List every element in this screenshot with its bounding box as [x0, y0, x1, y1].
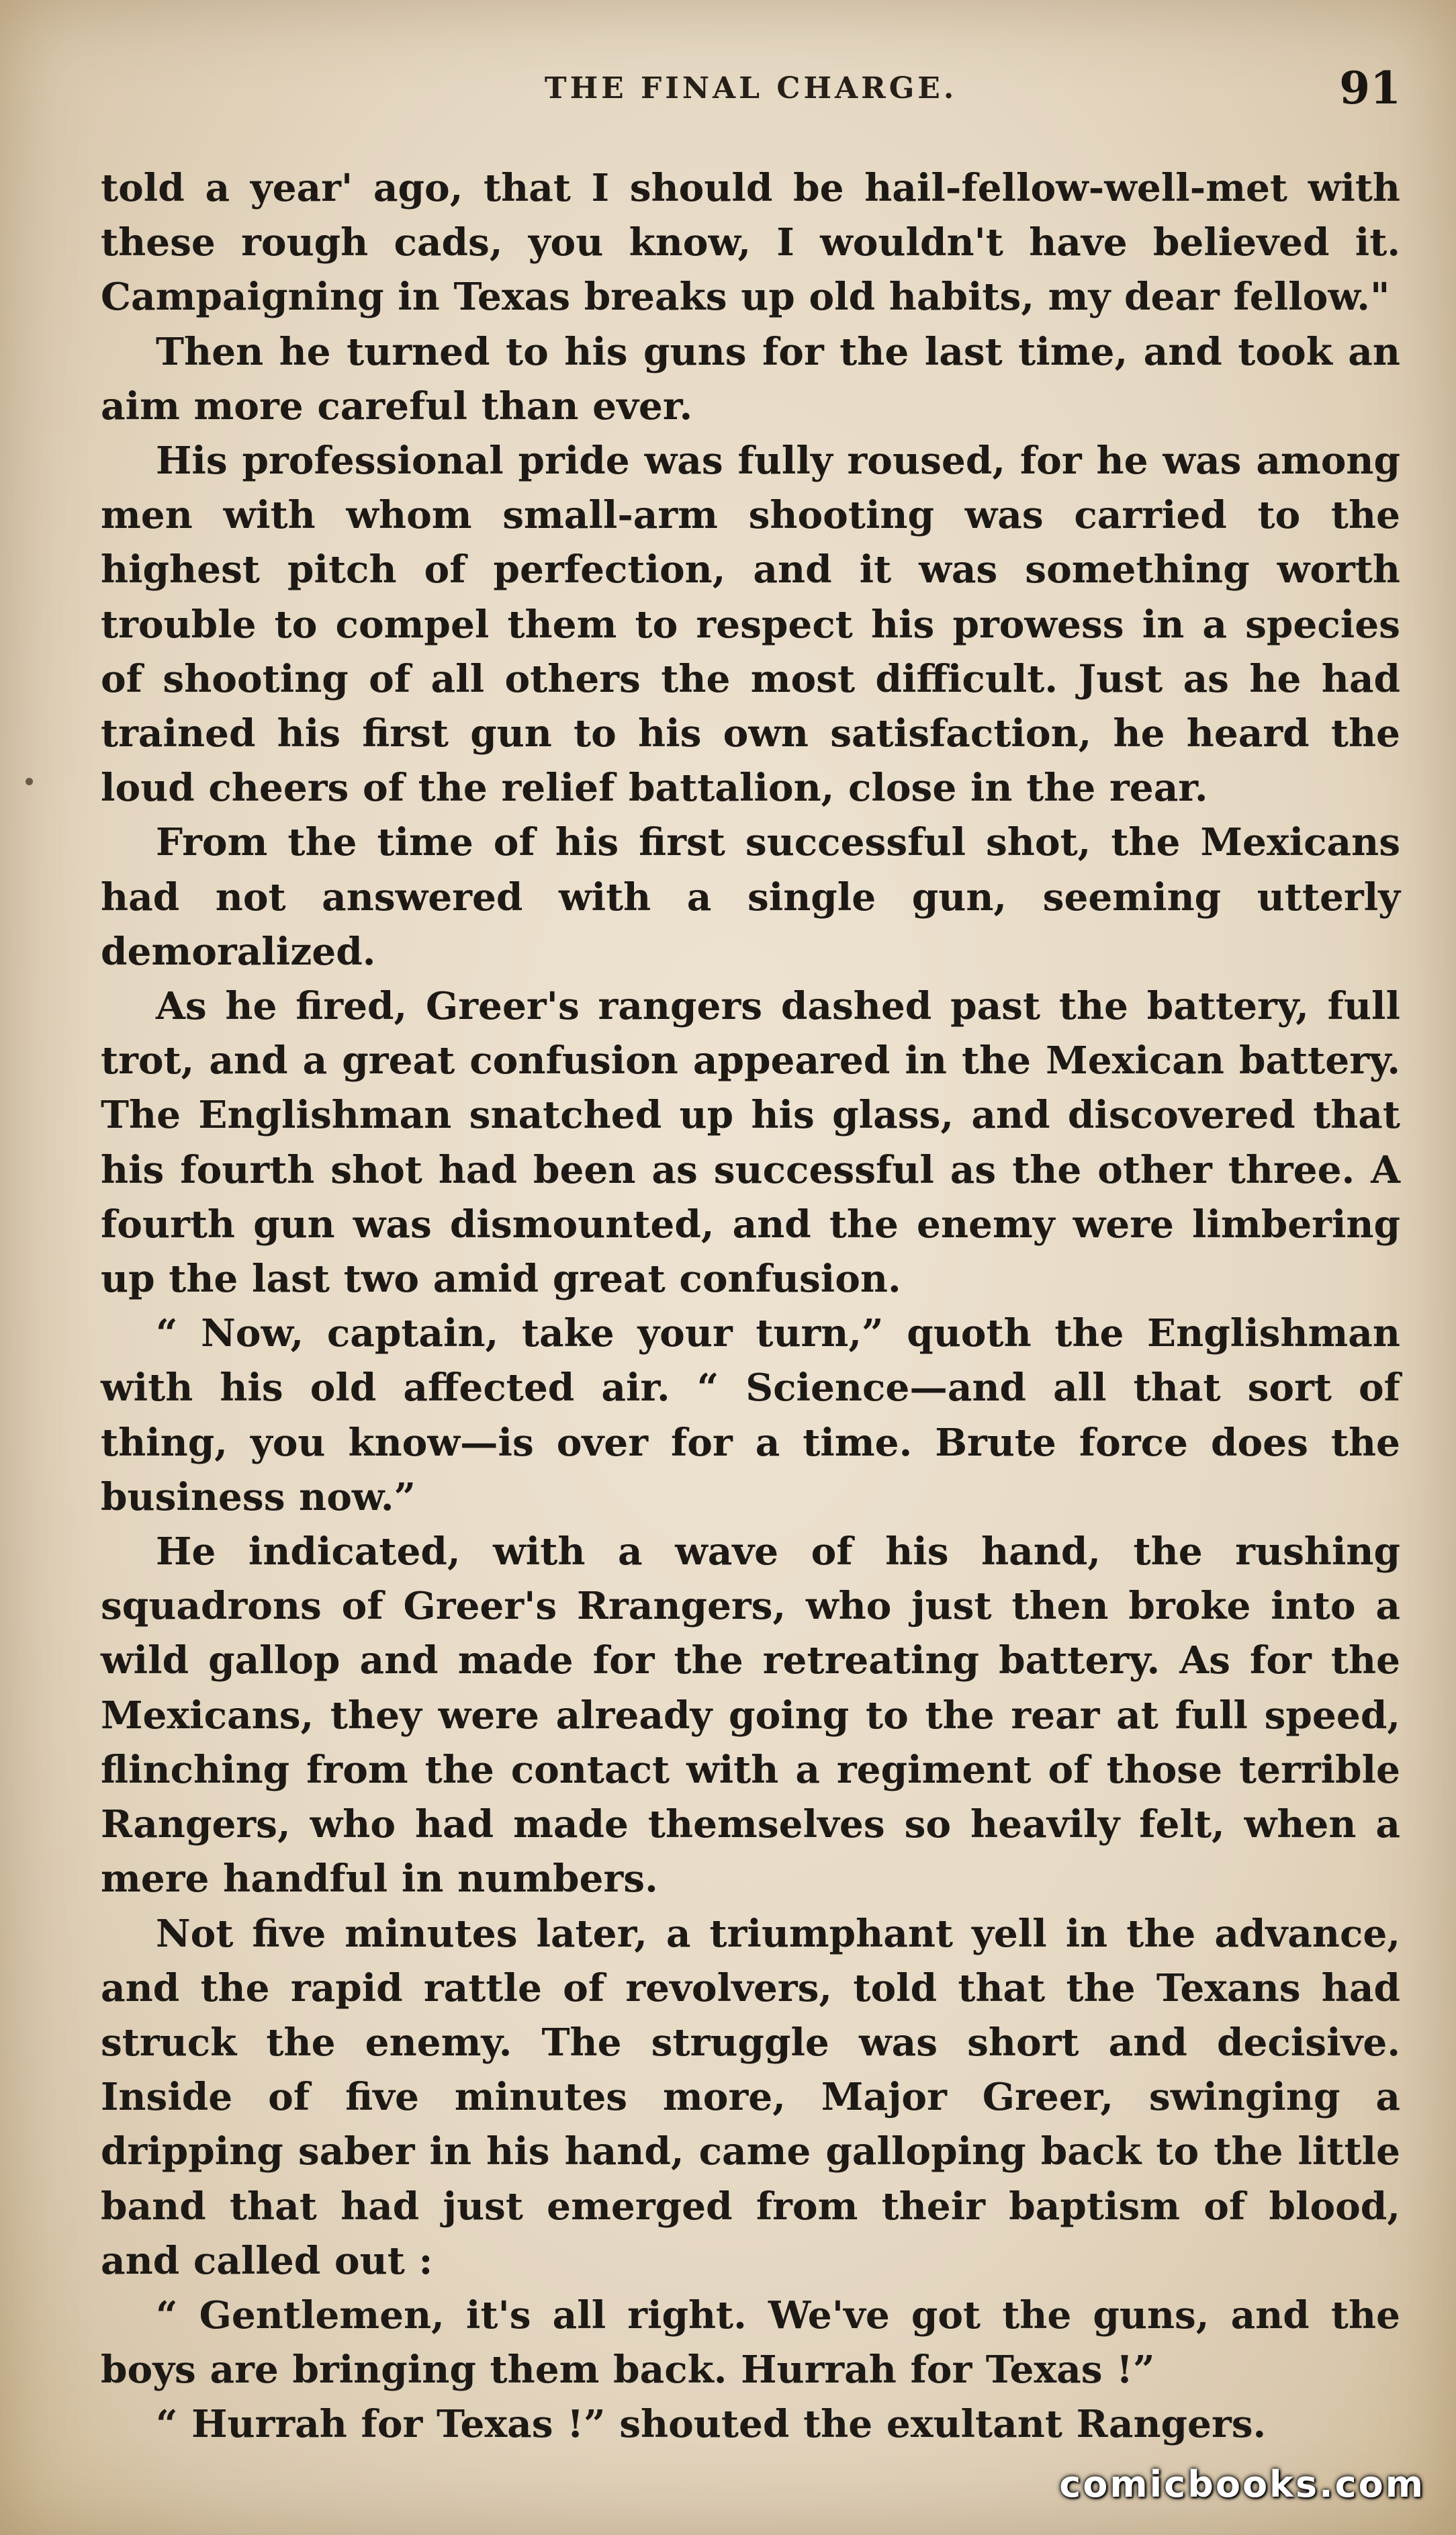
paragraph: His professional pride was fully roused, for he was among men with whom small-arm shooting was carried to the highest pitch of perfection, and it was something worth trouble to compel them to respect his prowess in a species of shooting of all others the most difficult. Just as he had trained his first gun to his own satisfaction, he heard the loud cheers of the relief battalion, close in the rear. — [101, 439, 1400, 811]
paragraph: As he fired, Greer's rangers dashed past the battery, full trot, and a great confusion appeared in the Mexican battery. The Englishman snatched up his glass, and discovered that his fourth shot had been as successful as the other three. A fourth gun was dismounted, and the enemy were limbering up the last two amid great confusion. — [101, 984, 1400, 1302]
paragraph: Not five minutes later, a triumphant yell in the advance, and the rapid rattle of revolvers, told that the Texans had struck the enemy. The struggle was short and decisive. Inside of five minutes more, Major Greer, swinging a dripping saber in his hand, came galloping back to the little band that had just emerged from their baptism of blood, and called out : — [101, 1911, 1400, 2283]
paragraph: told a year' ago, that I should be hail-fellow-well-met with these rough cads, you know, I wouldn't have believed it. Campaigning in Texas breaks up old habits, my dear fellow." — [101, 166, 1400, 320]
paragraph: From the time of his first successful shot, the Mexicans had not answered with a single gun, seeming utterly demoralized. — [101, 820, 1400, 974]
paragraph: “ Now, captain, take your turn,” quoth the Englishman with his old affected air. “ Science—and all that sort of thing, you know—is over for a time. Brute force does the business now.” — [101, 1311, 1400, 1519]
ink-speck — [26, 778, 33, 785]
paragraph: “ Gentlemen, it's all right. We've got the guns, and the boys are bringing them back. Hurrah for Texas !” — [101, 2293, 1400, 2393]
paragraph: He indicated, with a wave of his hand, the rushing squadrons of Greer's Rrangers, who just then broke into a wild gallop and made for the retreating battery. As for the Mexicans, they were already going to the rear at full speed, flinching from the contact with a regiment of those terrible Rangers, who had made themselves so heavily felt, when a mere handful in numbers. — [101, 1529, 1400, 1902]
site-watermark: comicbooks.com — [1059, 2463, 1425, 2505]
chapter-title: THE FINAL CHARGE. — [544, 71, 958, 105]
paragraph: “ Hurrah for Texas !” shouted the exultant Rangers. — [156, 2402, 1267, 2447]
page-number: 91 — [1339, 62, 1401, 114]
running-head — [101, 59, 1401, 113]
body-text — [101, 161, 1400, 2452]
paragraph: Then he turned to his guns for the last time, and took an aim more careful than ever. — [101, 329, 1400, 429]
